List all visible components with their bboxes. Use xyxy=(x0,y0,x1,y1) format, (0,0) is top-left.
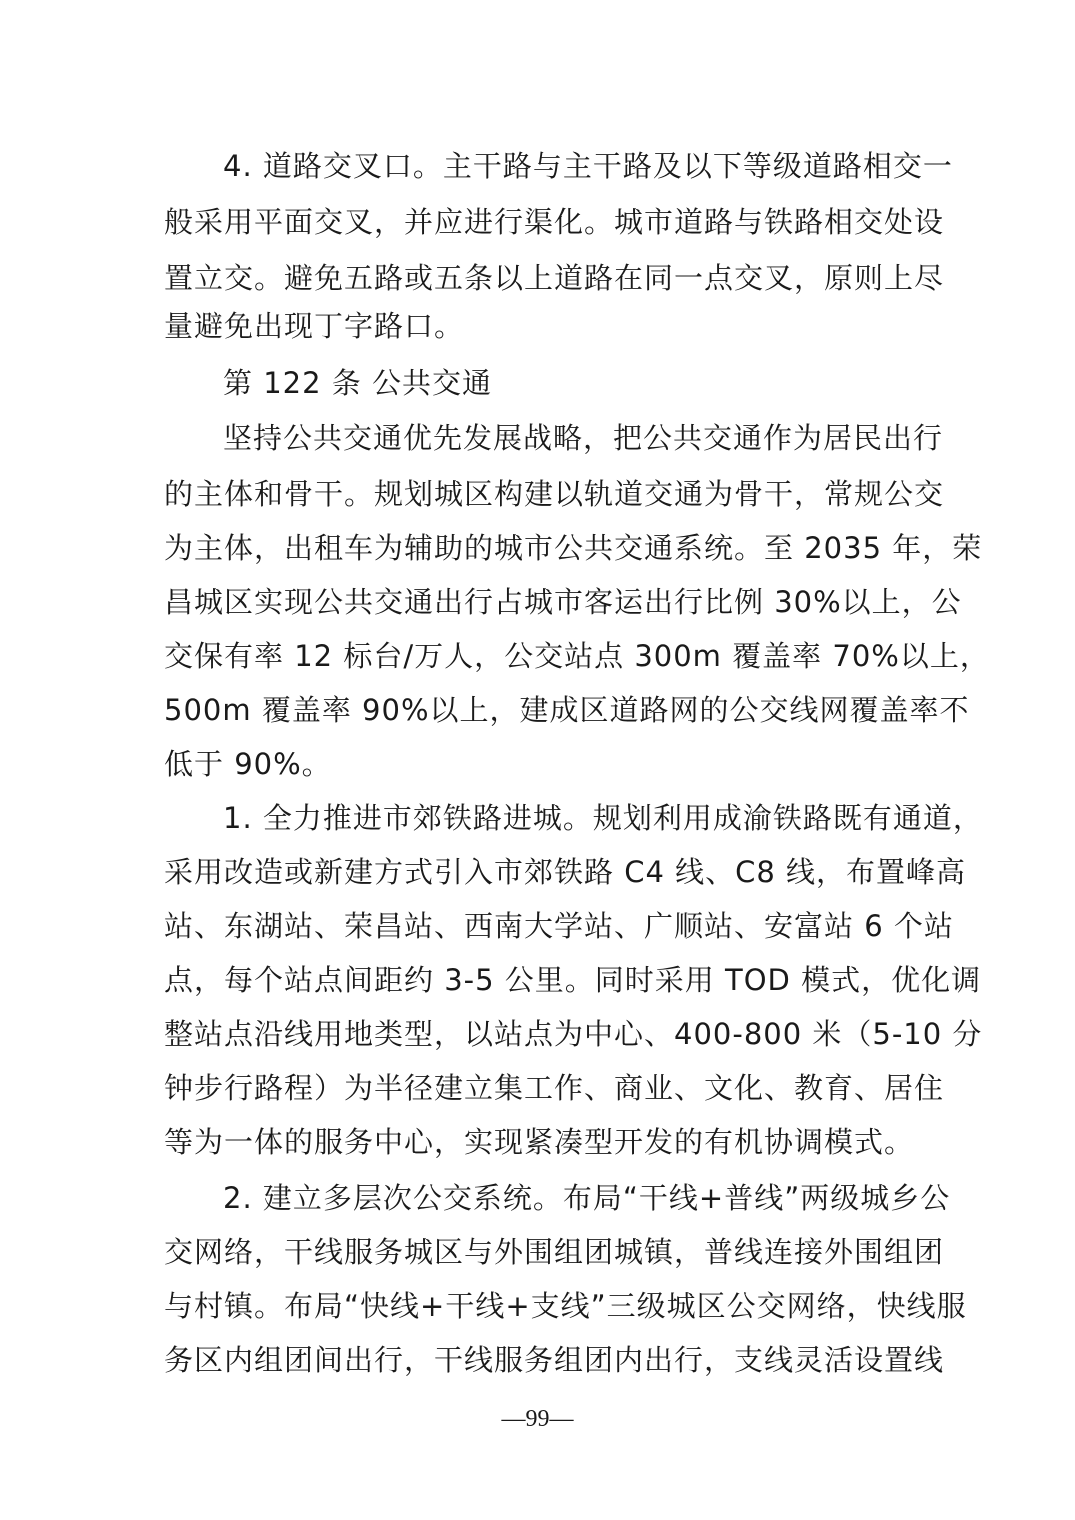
text-line: 点，每个站点间距约 3-5 公里。同时采用 TOD 模式，优化调 xyxy=(164,963,982,997)
text-line: 与村镇。布局“快线+干线+支线”三级城区公交网络，快线服 xyxy=(164,1289,967,1323)
text-line: 为主体，出租车为辅助的城市公共交通系统。至 2035 年，荣 xyxy=(164,531,983,565)
text-line: 般采用平面交叉，并应进行渠化。城市道路与铁路相交处设 xyxy=(164,205,945,239)
text-line: 500m 覆盖率 90%以上，建成区道路网的公交线网覆盖率不 xyxy=(164,693,970,727)
text-line: 钟步行路程）为半径建立集工作、商业、文化、教育、居住 xyxy=(164,1071,945,1105)
text-line: 1. 全力推进市郊铁路进城。规划利用成渝铁路既有通道， xyxy=(223,801,983,835)
text-line: 采用改造或新建方式引入市郊铁路 C4 线、C8 线，布置峰高 xyxy=(164,855,967,889)
text-line: 2. 建立多层次公交系统。布局“干线+普线”两级城乡公 xyxy=(223,1181,951,1215)
text-line: 站、东湖站、荣昌站、西南大学站、广顺站、安富站 6 个站 xyxy=(164,909,954,943)
text-line: 低于 90%。 xyxy=(164,747,332,781)
text-line: 昌城区实现公共交通出行占城市客运出行比例 30%以上，公 xyxy=(164,585,962,619)
text-line: 置立交。避免五路或五条以上道路在同一点交叉，原则上尽 xyxy=(164,261,945,295)
text-line: 坚持公共交通优先发展战略，把公共交通作为居民出行 xyxy=(223,421,944,455)
page-number: —99— xyxy=(501,1406,574,1432)
text-line: 交保有率 12 标台/万人，公交站点 300m 覆盖率 70%以上， xyxy=(164,639,990,673)
section-heading: 第 122 条 公共交通 xyxy=(223,366,493,400)
text-line: 务区内组团间出行，干线服务组团内出行，支线灵活设置线 xyxy=(164,1343,945,1377)
text-line: 4. 道路交叉口。主干路与主干路及以下等级道路相交一 xyxy=(223,149,953,183)
text-line: 量避免出现丁字路口。 xyxy=(164,309,465,343)
text-line: 交网络，干线服务城区与外围组团城镇，普线连接外围组团 xyxy=(164,1235,945,1269)
text-line: 整站点沿线用地类型，以站点为中心、400-800 米（5-10 分 xyxy=(164,1017,983,1051)
text-line: 等为一体的服务中心，实现紧凑型开发的有机协调模式。 xyxy=(164,1125,915,1159)
text-line: 的主体和骨干。规划城区构建以轨道交通为骨干，常规公交 xyxy=(164,477,945,511)
